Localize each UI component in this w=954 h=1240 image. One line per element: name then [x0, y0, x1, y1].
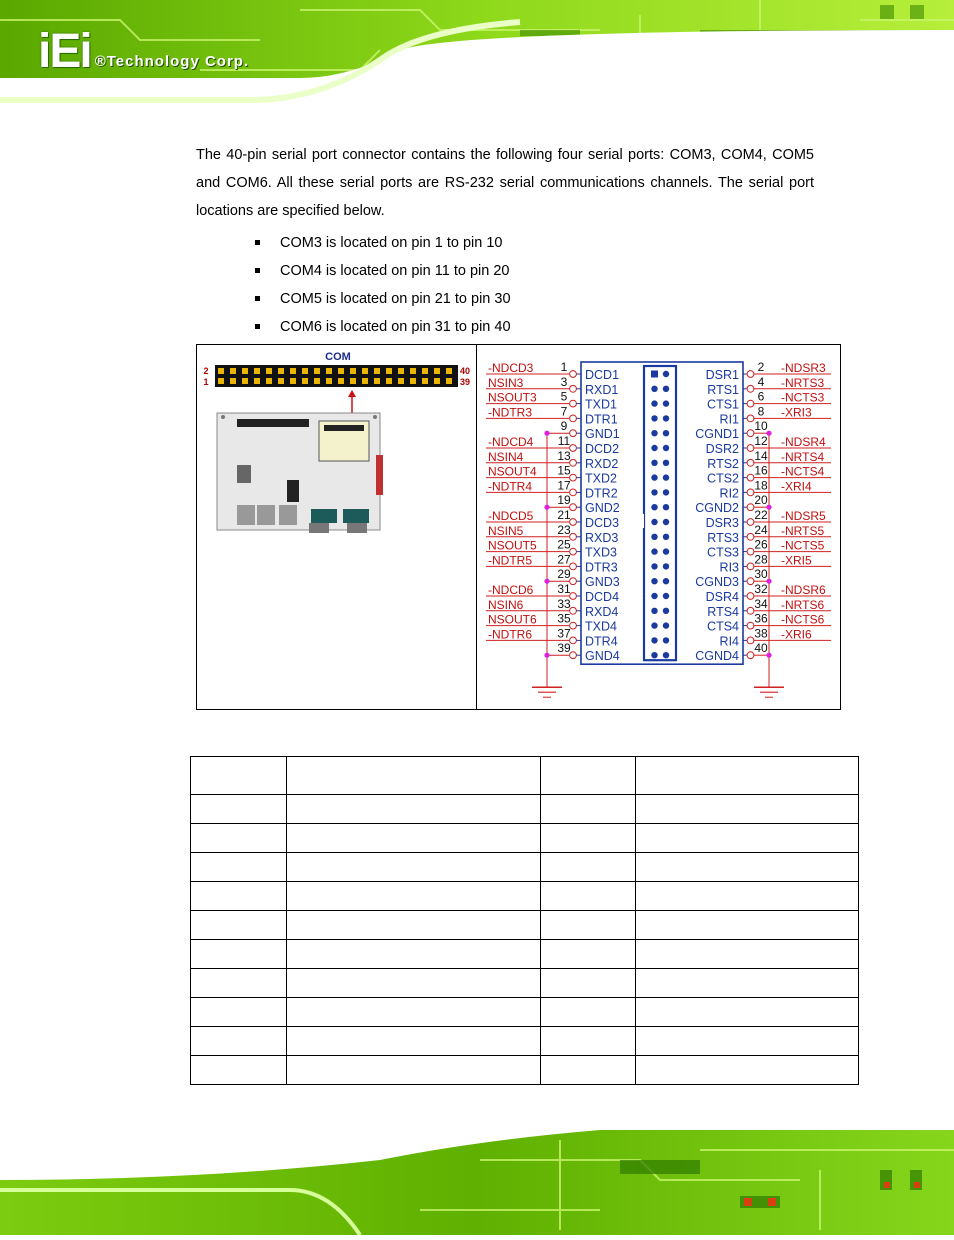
- right-pin-number: 30: [754, 567, 768, 582]
- right-net-label: -XRI3: [781, 405, 812, 420]
- right-signal-label: DSR3: [705, 516, 739, 530]
- table-header-row: [191, 757, 859, 795]
- header-pin: [254, 368, 260, 374]
- right-pin-number: 38: [754, 626, 768, 641]
- header-pin: [410, 378, 416, 384]
- left-net-label: -NDTR5: [488, 553, 532, 568]
- left-pin-number: 23: [557, 522, 571, 537]
- connector-location-diagram: [197, 345, 476, 709]
- left-signal-label: GND3: [585, 575, 620, 590]
- pin-assignment-table: [190, 756, 859, 1085]
- right-pin-circle: [747, 489, 754, 496]
- header-pin: [386, 368, 392, 374]
- table-row: [191, 882, 859, 911]
- left-pin-number: 15: [557, 463, 571, 478]
- header-dot: [651, 637, 657, 643]
- right-pin-circle: [747, 504, 754, 511]
- table-row: [191, 1056, 859, 1085]
- left-pin-number: 13: [557, 448, 571, 463]
- header-pin: [314, 368, 320, 374]
- header-dot: [651, 386, 657, 392]
- list-item: COM6 is located on pin 31 to pin 40: [255, 313, 511, 341]
- left-signal-label: DTR2: [585, 486, 618, 501]
- left-signal-label: DCD2: [585, 442, 620, 456]
- left-net-label: -NDTR4: [488, 479, 532, 494]
- right-signal-label: DSR4: [705, 590, 739, 604]
- right-signal-label: RTS3: [707, 530, 739, 545]
- header-dot: [651, 622, 657, 628]
- header-dot: [663, 415, 669, 421]
- header-pin: [434, 368, 440, 374]
- header-pin: [350, 368, 356, 374]
- header-pin: [290, 378, 296, 384]
- right-signal-label: CGND1: [695, 427, 739, 442]
- header-pin: [362, 378, 368, 384]
- right-net-label: -NDSR4: [781, 435, 826, 449]
- serial-connector-figure: [196, 344, 841, 710]
- pinout-schematic: [477, 345, 840, 709]
- left-pin-number: 5: [560, 389, 568, 404]
- header-pin: [446, 368, 452, 374]
- left-pin-number: 33: [557, 596, 571, 611]
- right-pin-circle: [747, 371, 754, 378]
- right-pin-number: 34: [754, 596, 768, 611]
- left-net-label: NSIN3: [488, 375, 524, 390]
- right-net-label: -NRTS3: [781, 375, 825, 390]
- left-net-label: NSIN4: [488, 449, 524, 464]
- table-row: [191, 969, 859, 998]
- right-pin-circle: [747, 533, 754, 540]
- left-signal-label: TXD1: [585, 397, 617, 412]
- left-signal-label: GND4: [585, 649, 620, 664]
- right-signal-label: CGND4: [695, 649, 739, 664]
- right-pin-number: 16: [754, 463, 768, 478]
- header-pin: [290, 368, 296, 374]
- header-pin: [326, 368, 332, 374]
- right-pin-circle: [747, 622, 754, 629]
- left-net-label: -NDTR6: [488, 627, 532, 642]
- left-net-label: -NDTR3: [488, 405, 532, 420]
- header-pin: [326, 378, 332, 384]
- header-dot: [651, 608, 657, 614]
- header-dot: [663, 608, 669, 614]
- left-pin-circle: [570, 415, 577, 422]
- com-port-list: [255, 229, 511, 341]
- header-dot: [663, 534, 669, 540]
- header-pin: [422, 368, 428, 374]
- right-pin-circle: [747, 459, 754, 466]
- header-dot: [651, 652, 657, 658]
- left-net-label: NSOUT3: [488, 390, 537, 405]
- header-pin: [398, 378, 404, 384]
- right-signal-label: DSR1: [705, 368, 739, 382]
- left-signal-label: DTR1: [585, 412, 618, 427]
- junction-dot: [544, 653, 549, 658]
- table-row: [191, 795, 859, 824]
- left-net-label: NSIN6: [488, 597, 524, 612]
- company-name: ®Technology Corp.: [94, 53, 250, 70]
- header-pin: [242, 378, 248, 384]
- header-dot: [663, 386, 669, 392]
- header-pin: [230, 368, 236, 374]
- left-net-label: -NDCD4: [488, 435, 534, 449]
- right-pin-circle: [747, 548, 754, 555]
- left-net-label: NSOUT6: [488, 612, 537, 627]
- key-notch: [641, 514, 644, 528]
- header-dot: [651, 489, 657, 495]
- header-dot: [651, 504, 657, 510]
- left-signal-label: DCD1: [585, 368, 620, 382]
- left-net-label: -NDCD6: [488, 583, 534, 597]
- right-pin-number: 26: [754, 537, 768, 552]
- header-dot: [663, 548, 669, 554]
- header-pin: [278, 378, 284, 384]
- right-net-label: -NRTS5: [781, 523, 825, 538]
- table-row: [191, 940, 859, 969]
- pin-mark-40: 40: [459, 366, 471, 376]
- right-pin-circle: [747, 415, 754, 422]
- right-pin-number: 4: [757, 374, 765, 389]
- left-pin-number: 3: [560, 374, 568, 389]
- right-pin-circle: [747, 474, 754, 481]
- header-dot: [663, 593, 669, 599]
- right-pin-number: 36: [754, 611, 768, 626]
- right-net-label: -NCTS6: [781, 612, 825, 627]
- header-dot: [651, 445, 657, 451]
- right-net-label: -NDSR5: [781, 509, 826, 523]
- right-pin-circle: [747, 578, 754, 585]
- right-pin-number: 22: [754, 508, 768, 522]
- header-dot: [651, 430, 657, 436]
- header-pin: [350, 378, 356, 384]
- left-signal-label: DTR4: [585, 634, 618, 649]
- left-pin-number: 19: [557, 493, 571, 508]
- header-pin: [374, 378, 380, 384]
- header-pin: [218, 368, 224, 374]
- left-pin-circle: [570, 371, 577, 378]
- right-signal-label: CTS3: [707, 545, 739, 560]
- left-pin-circle: [570, 400, 577, 407]
- header-pin: [242, 368, 248, 374]
- right-net-label: -NCTS3: [781, 390, 825, 405]
- left-net-label: -NDCD5: [488, 509, 534, 523]
- right-signal-label: CTS2: [707, 471, 739, 486]
- right-signal-label: RTS2: [707, 456, 739, 471]
- header-dot: [663, 504, 669, 510]
- pin-header: [215, 365, 458, 387]
- right-pin-number: 12: [754, 434, 768, 448]
- header-pin: [302, 378, 308, 384]
- company-logo: [38, 25, 250, 78]
- right-pin-number: 8: [757, 404, 765, 419]
- header-pin: [434, 378, 440, 384]
- right-pin-circle: [747, 563, 754, 570]
- pin-1-square: [651, 371, 658, 378]
- right-signal-label: RTS4: [707, 604, 739, 619]
- left-signal-label: GND1: [585, 427, 620, 442]
- header-pin: [386, 378, 392, 384]
- pin-mark-1: 1: [203, 377, 209, 387]
- table-row: [191, 998, 859, 1027]
- header-dot: [651, 460, 657, 466]
- junction-dot: [544, 505, 549, 510]
- left-signal-label: RXD2: [585, 456, 619, 471]
- left-signal-label: DCD3: [585, 516, 620, 530]
- right-pin-number: 14: [754, 448, 768, 463]
- right-pin-circle: [747, 385, 754, 392]
- page-header-banner: [0, 0, 954, 115]
- left-pin-number: 27: [557, 552, 571, 567]
- left-signal-label: TXD3: [585, 545, 617, 560]
- header-dot: [663, 519, 669, 525]
- left-pin-number: 9: [560, 419, 568, 434]
- header-dot: [663, 622, 669, 628]
- right-pin-number: 10: [754, 419, 768, 434]
- header-pin: [422, 378, 428, 384]
- header-dot: [663, 430, 669, 436]
- left-pin-number: 21: [557, 508, 571, 522]
- left-pin-number: 39: [557, 641, 571, 656]
- left-net-label: -NDCD3: [488, 361, 534, 375]
- left-net-label: NSIN5: [488, 523, 524, 538]
- right-net-label: -NDSR6: [781, 583, 826, 597]
- left-signal-label: DTR3: [585, 560, 618, 575]
- right-pin-circle: [747, 445, 754, 452]
- right-pin-circle: [747, 652, 754, 659]
- left-signal-label: RXD4: [585, 604, 619, 619]
- left-pin-number: 35: [557, 611, 571, 626]
- list-item: COM3 is located on pin 1 to pin 10: [255, 229, 511, 257]
- right-signal-label: RI3: [719, 560, 739, 575]
- header-dot: [651, 593, 657, 599]
- header-pin: [218, 378, 224, 384]
- right-net-label: -NCTS4: [781, 464, 825, 479]
- board-image: [217, 413, 383, 533]
- header-dot: [651, 578, 657, 584]
- header-dot: [663, 400, 669, 406]
- list-item: COM5 is located on pin 21 to pin 30: [255, 285, 511, 313]
- left-pin-circle: [570, 430, 577, 437]
- header-pin: [302, 368, 308, 374]
- right-net-label: -NRTS4: [781, 449, 825, 464]
- right-pin-circle: [747, 519, 754, 526]
- table-row: [191, 853, 859, 882]
- right-signal-label: RI4: [719, 634, 739, 649]
- junction-dot: [544, 579, 549, 584]
- header-pin: [374, 368, 380, 374]
- list-item: COM4 is located on pin 11 to pin 20: [255, 257, 511, 285]
- right-signal-label: CTS4: [707, 619, 739, 634]
- header-pin: [398, 368, 404, 374]
- left-signal-label: GND2: [585, 501, 620, 516]
- header-pin: [362, 368, 368, 374]
- connector-label: COM: [325, 351, 351, 363]
- header-dot: [663, 578, 669, 584]
- header-pin: [278, 368, 284, 374]
- header-pin: [446, 378, 452, 384]
- left-pin-number: 37: [557, 626, 571, 641]
- intro-paragraph: The 40-pin serial port connector contains the following four serial ports: COM3, COM4, COM5 and COM6. All these serial ports are RS-232 serial communications channels. The serial port locations are specified below.: [196, 146, 814, 219]
- left-pin-number: 17: [557, 478, 571, 493]
- header-dot: [663, 460, 669, 466]
- header-dot: [651, 534, 657, 540]
- left-pin-number: 31: [557, 582, 571, 596]
- header-dot: [663, 445, 669, 451]
- header-dot: [651, 400, 657, 406]
- right-net-label: -XRI6: [781, 627, 812, 642]
- right-pin-number: 2: [757, 360, 765, 374]
- header-pin: [338, 378, 344, 384]
- right-net-label: -NCTS5: [781, 538, 825, 553]
- header-dot: [663, 637, 669, 643]
- right-pin-circle: [747, 430, 754, 437]
- header-dot: [651, 474, 657, 480]
- left-pin-number: 25: [557, 537, 571, 552]
- left-net-label: NSOUT5: [488, 538, 537, 553]
- left-pin-circle: [570, 385, 577, 392]
- table-row: [191, 911, 859, 940]
- header-dot: [663, 474, 669, 480]
- right-pin-circle: [747, 607, 754, 614]
- right-signal-label: RI1: [719, 412, 739, 427]
- left-pin-number: 11: [557, 434, 571, 448]
- right-pin-number: 40: [754, 641, 768, 656]
- header-dot: [651, 415, 657, 421]
- header-dot: [663, 371, 669, 377]
- pin-mark-2: 2: [203, 366, 209, 376]
- left-signal-label: RXD1: [585, 382, 619, 397]
- right-pin-circle: [747, 637, 754, 644]
- left-pin-number: 7: [560, 404, 568, 419]
- right-pin-circle: [747, 593, 754, 600]
- circuit-board-banner-bottom: [0, 1120, 954, 1235]
- right-signal-label: CGND3: [695, 575, 739, 590]
- right-net-label: -XRI4: [781, 479, 812, 494]
- header-pin: [410, 368, 416, 374]
- table-row: [191, 824, 859, 853]
- right-net-label: -NDSR3: [781, 361, 826, 375]
- right-pin-number: 24: [754, 522, 768, 537]
- header-dot: [651, 519, 657, 525]
- header-dot: [663, 652, 669, 658]
- right-pin-number: 6: [757, 389, 765, 404]
- left-pin-number: 29: [557, 567, 571, 582]
- right-net-label: -NRTS6: [781, 597, 825, 612]
- header-pin: [254, 378, 260, 384]
- left-signal-label: TXD2: [585, 471, 617, 486]
- header-pin: [230, 378, 236, 384]
- right-pin-circle: [747, 400, 754, 407]
- right-net-label: -XRI5: [781, 553, 812, 568]
- page-footer-banner: [0, 1120, 954, 1235]
- header-outline: [644, 366, 676, 660]
- right-signal-label: RTS1: [707, 382, 739, 397]
- header-dot: [663, 563, 669, 569]
- junction-dot: [544, 431, 549, 436]
- logo-mark: iEi: [38, 25, 91, 78]
- header-dot: [651, 563, 657, 569]
- right-pin-number: 32: [754, 582, 768, 596]
- left-signal-label: TXD4: [585, 619, 617, 634]
- left-pin-number: 1: [560, 360, 568, 374]
- header-pin: [314, 378, 320, 384]
- right-pin-number: 28: [754, 552, 768, 567]
- left-net-label: NSOUT4: [488, 464, 537, 479]
- right-signal-label: CTS1: [707, 397, 739, 412]
- header-dot: [663, 489, 669, 495]
- right-pin-number: 20: [754, 493, 768, 508]
- left-signal-label: RXD3: [585, 530, 619, 545]
- pin-mark-39: 39: [459, 377, 471, 387]
- right-signal-label: DSR2: [705, 442, 739, 456]
- header-pin: [266, 368, 272, 374]
- right-signal-label: CGND2: [695, 501, 739, 516]
- table-row: [191, 1027, 859, 1056]
- left-signal-label: DCD4: [585, 590, 620, 604]
- header-dot: [651, 548, 657, 554]
- right-signal-label: RI2: [719, 486, 739, 501]
- header-pin: [338, 368, 344, 374]
- right-pin-number: 18: [754, 478, 768, 493]
- header-pin: [266, 378, 272, 384]
